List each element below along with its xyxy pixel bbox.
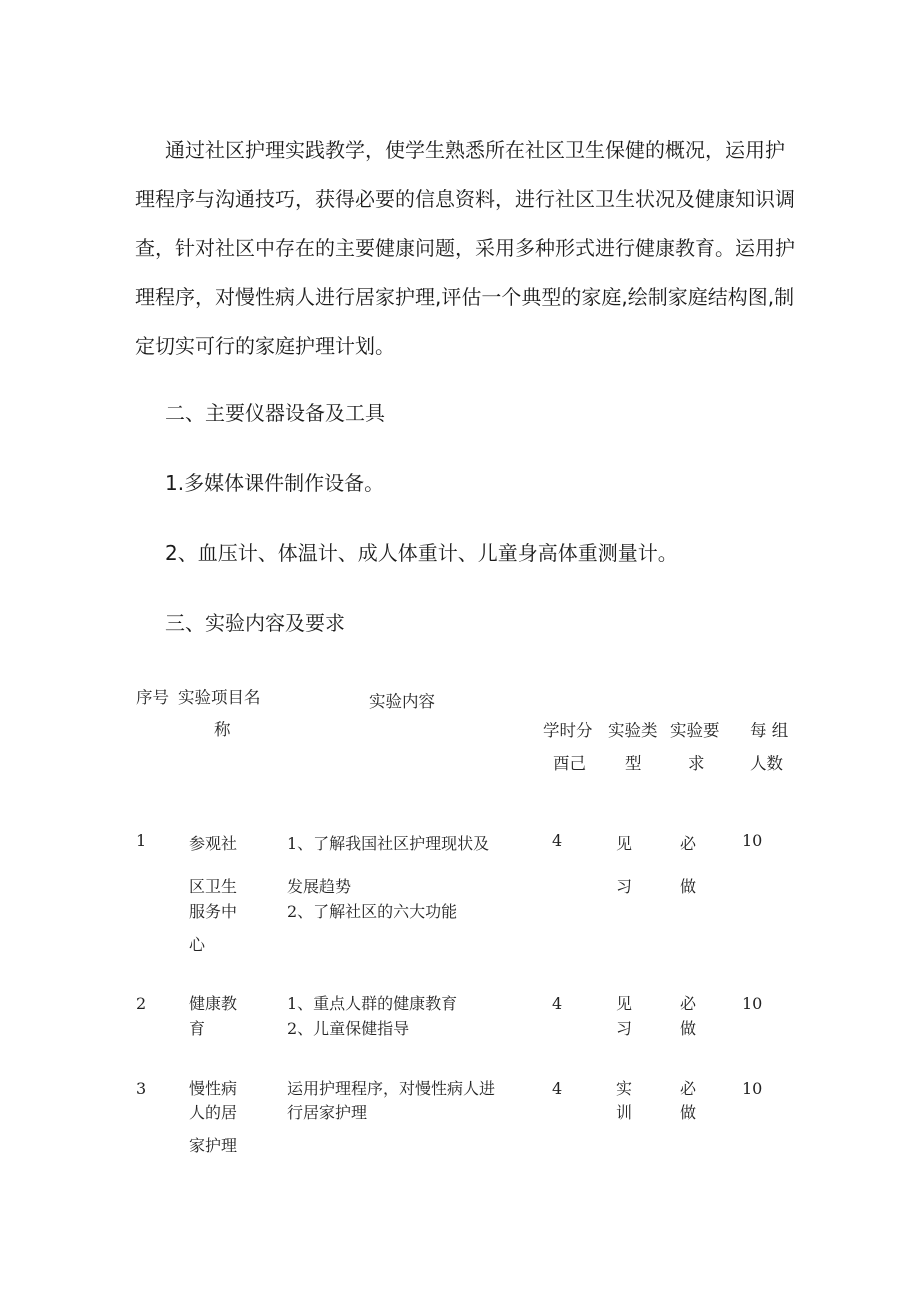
row-name-line: 育 <box>189 1019 206 1038</box>
intro-line: 定切实可行的家庭护理计划。 <box>135 334 395 358</box>
row-type-line: 实 <box>616 1079 633 1098</box>
row-req-line: 必 <box>680 834 697 853</box>
row-name-line: 心 <box>189 935 206 954</box>
row-content-line: 运用护理程序，对慢性病人进 <box>287 1079 496 1098</box>
row-hours: 4 <box>552 994 563 1013</box>
header-seq: 序号 <box>136 688 169 707</box>
row-group: 10 <box>742 1079 763 1098</box>
row-name-line: 区卫生 <box>189 877 238 896</box>
row-seq: 3 <box>136 1079 147 1098</box>
header-requirement-cont: 求 <box>688 754 705 773</box>
row-req-line: 必 <box>680 994 697 1013</box>
header-type: 实验类 <box>608 721 658 740</box>
section-2-heading: 二、主要仪器设备及工具 <box>165 401 385 425</box>
intro-line: 查，针对社区中存在的主要健康问题，采用多种形式进行健康教育。运用护 <box>135 236 795 260</box>
row-group: 10 <box>742 994 763 1013</box>
row-type-line: 习 <box>616 877 633 896</box>
row-hours: 4 <box>552 831 563 850</box>
header-group-cont: 人数 <box>750 754 783 773</box>
row-req-line: 做 <box>680 1019 697 1038</box>
row-content-line: 2、儿童保健指导 <box>287 1019 410 1038</box>
row-content-line: 2、了解社区的六大功能 <box>287 902 458 921</box>
row-req-line: 做 <box>680 1103 697 1122</box>
row-name-line: 健康教 <box>189 994 238 1013</box>
row-type-line: 见 <box>616 994 633 1013</box>
header-type-cont: 型 <box>625 754 642 773</box>
row-seq: 1 <box>136 831 147 850</box>
row-name-line: 家护理 <box>189 1136 238 1155</box>
row-content-line: 1、了解我国社区护理现状及 <box>287 834 490 853</box>
equipment-item-1: 1.多媒体课件制作设备。 <box>165 471 385 495</box>
row-type-line: 训 <box>616 1103 633 1122</box>
row-name-line: 慢性病 <box>189 1079 238 1098</box>
equipment-item-2: 2、血压计、体温计、成人体重计、儿童身高体重测量计。 <box>165 541 678 565</box>
row-hours: 4 <box>552 1079 563 1098</box>
row-req-line: 做 <box>680 877 697 896</box>
row-content-line: 行居家护理 <box>287 1103 368 1122</box>
intro-line: 理程序与沟通技巧，获得必要的信息资料，进行社区卫生状况及健康知识调 <box>135 187 795 211</box>
row-content-line: 1、重点人群的健康教育 <box>287 994 458 1013</box>
header-hours-cont: 酉己 <box>553 754 586 773</box>
header-group: 每 组 <box>750 721 789 740</box>
header-requirement: 实验要 <box>670 721 720 740</box>
row-name-line: 人的居 <box>189 1103 238 1122</box>
intro-line: 通过社区护理实践教学，使学生熟悉所在社区卫生保健的概况，运用护 <box>165 138 785 162</box>
row-req-line: 必 <box>680 1079 697 1098</box>
row-type-line: 见 <box>616 834 633 853</box>
row-name-line: 参观社 <box>189 834 238 853</box>
row-group: 10 <box>742 831 763 850</box>
intro-paragraph <box>135 126 805 371</box>
row-type-line: 习 <box>616 1019 633 1038</box>
row-seq: 2 <box>136 994 147 1013</box>
intro-line: 理程序，对慢性病人进行居家护理,评估一个典型的家庭,绘制家庭结构图,制 <box>135 285 795 309</box>
header-content: 实验内容 <box>369 692 435 711</box>
header-name: 实验项目名 <box>178 688 261 707</box>
row-name-line: 服务中 <box>189 902 238 921</box>
row-content-line: 发展趋势 <box>287 877 352 896</box>
header-name-cont: 称 <box>214 720 231 739</box>
section-3-heading: 三、实验内容及要求 <box>165 611 345 635</box>
header-hours: 学时分 <box>543 721 593 740</box>
